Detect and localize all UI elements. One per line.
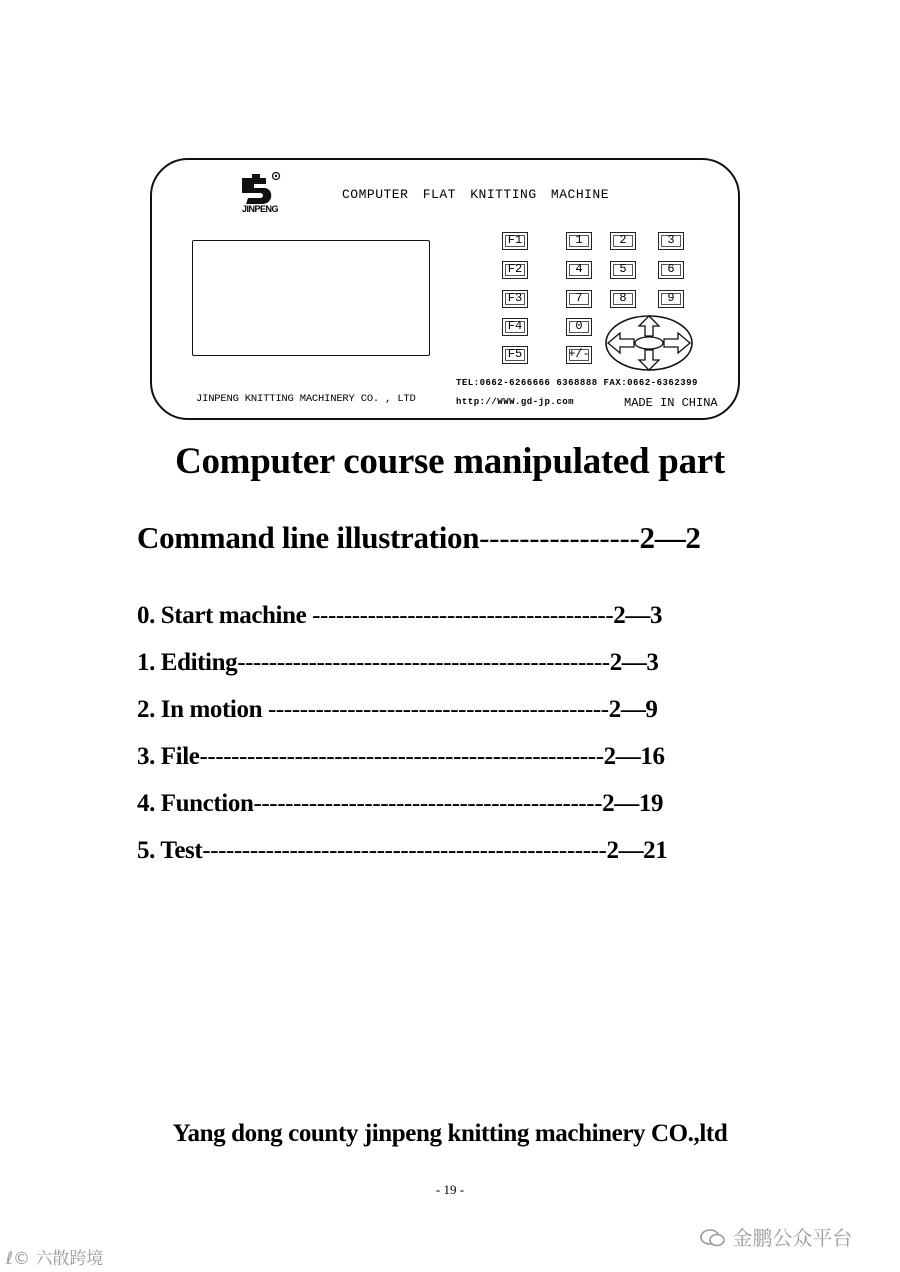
wechat-watermark	[700, 1222, 852, 1251]
key-f3[interactable]: F3	[502, 290, 528, 308]
toc-label: 1. Editing	[137, 649, 238, 676]
toc-leader: -------------------------------------------	[267, 696, 609, 723]
lcd-screen	[192, 240, 430, 356]
toc-leader: --------------------------------------------	[253, 790, 603, 817]
document-title: Computer course manipulated part	[175, 441, 725, 482]
toc-page: 2—9	[608, 696, 658, 723]
toc-page: 2—16	[603, 743, 665, 770]
key-f4[interactable]: F4	[502, 318, 528, 336]
footer-company-name: Yang dong county jinpeng knitting machinery CO.,ltd	[172, 1120, 728, 1147]
toc-leader: --------------------------------------	[312, 602, 614, 629]
panel-company-name: JINPENG KNITTING MACHINERY CO. , LTD	[196, 393, 416, 405]
command-line-entry	[137, 520, 701, 556]
toc-entry	[137, 790, 663, 818]
toc-entry	[137, 649, 659, 677]
direction-pad[interactable]	[604, 314, 694, 372]
jinpeng-logo-icon	[232, 170, 288, 206]
key-0[interactable]: 0	[566, 318, 592, 336]
toc-page: 2—21	[606, 837, 668, 864]
toc-entry	[137, 743, 665, 771]
website-text: http://WWW.gd-jp.com	[456, 397, 575, 407]
four-way-arrow-pad-icon	[604, 314, 694, 372]
page-number: - 19 -	[435, 1182, 465, 1197]
key-8[interactable]: 8	[610, 290, 636, 308]
panel-title: COMPUTER FLAT KNITTING MACHINE	[342, 187, 610, 202]
key-3[interactable]: 3	[658, 232, 684, 250]
toc-page: 2—2	[639, 520, 701, 555]
key-1[interactable]: 1	[566, 232, 592, 250]
toc-leader: ----------------	[479, 520, 640, 555]
toc-leader: ---------------------------------------------------	[202, 837, 607, 864]
key-plus-minus[interactable]: +/-	[566, 346, 592, 364]
toc-label: 4. Function	[137, 790, 254, 817]
key-6[interactable]: 6	[658, 261, 684, 279]
toc-label: Command line illustration	[137, 520, 480, 555]
key-7[interactable]: 7	[566, 290, 592, 308]
corner-watermark	[6, 1244, 103, 1269]
toc-entry	[137, 696, 658, 724]
tel-fax-text: TEL:0662-6266666 6368888 FAX:0662-6362399	[456, 378, 698, 388]
toc-label: 3. File	[137, 743, 200, 770]
watermark-text: 六散跨境	[35, 1249, 104, 1269]
key-4[interactable]: 4	[566, 261, 592, 279]
toc-leader: ---------------------------------------------------	[199, 743, 604, 770]
toc-label: 5. Test	[137, 837, 203, 864]
key-f5[interactable]: F5	[502, 346, 528, 364]
watermark-logo-icon: ℓ©	[6, 1249, 31, 1269]
wechat-icon	[700, 1228, 726, 1248]
key-2[interactable]: 2	[610, 232, 636, 250]
toc-page: 2—19	[602, 790, 664, 817]
jinpeng-logo	[232, 170, 288, 216]
toc-leader: -----------------------------------------------	[237, 649, 610, 676]
key-9[interactable]: 9	[658, 290, 684, 308]
made-in-text: MADE IN CHINA	[624, 396, 718, 410]
control-panel-illustration	[150, 158, 740, 420]
toc-page: 2—3	[609, 649, 659, 676]
toc-label: 0. Start machine	[137, 602, 313, 629]
logo-text: JINPENG	[241, 204, 278, 214]
key-5[interactable]: 5	[610, 261, 636, 279]
key-f2[interactable]: F2	[502, 261, 528, 279]
toc-entry	[137, 837, 667, 865]
watermark-text: 金鹏公众平台	[732, 1226, 853, 1250]
toc-label: 2. In motion	[137, 696, 268, 723]
toc-page: 2—3	[613, 602, 663, 629]
toc-entry	[137, 602, 662, 630]
key-f1[interactable]: F1	[502, 232, 528, 250]
